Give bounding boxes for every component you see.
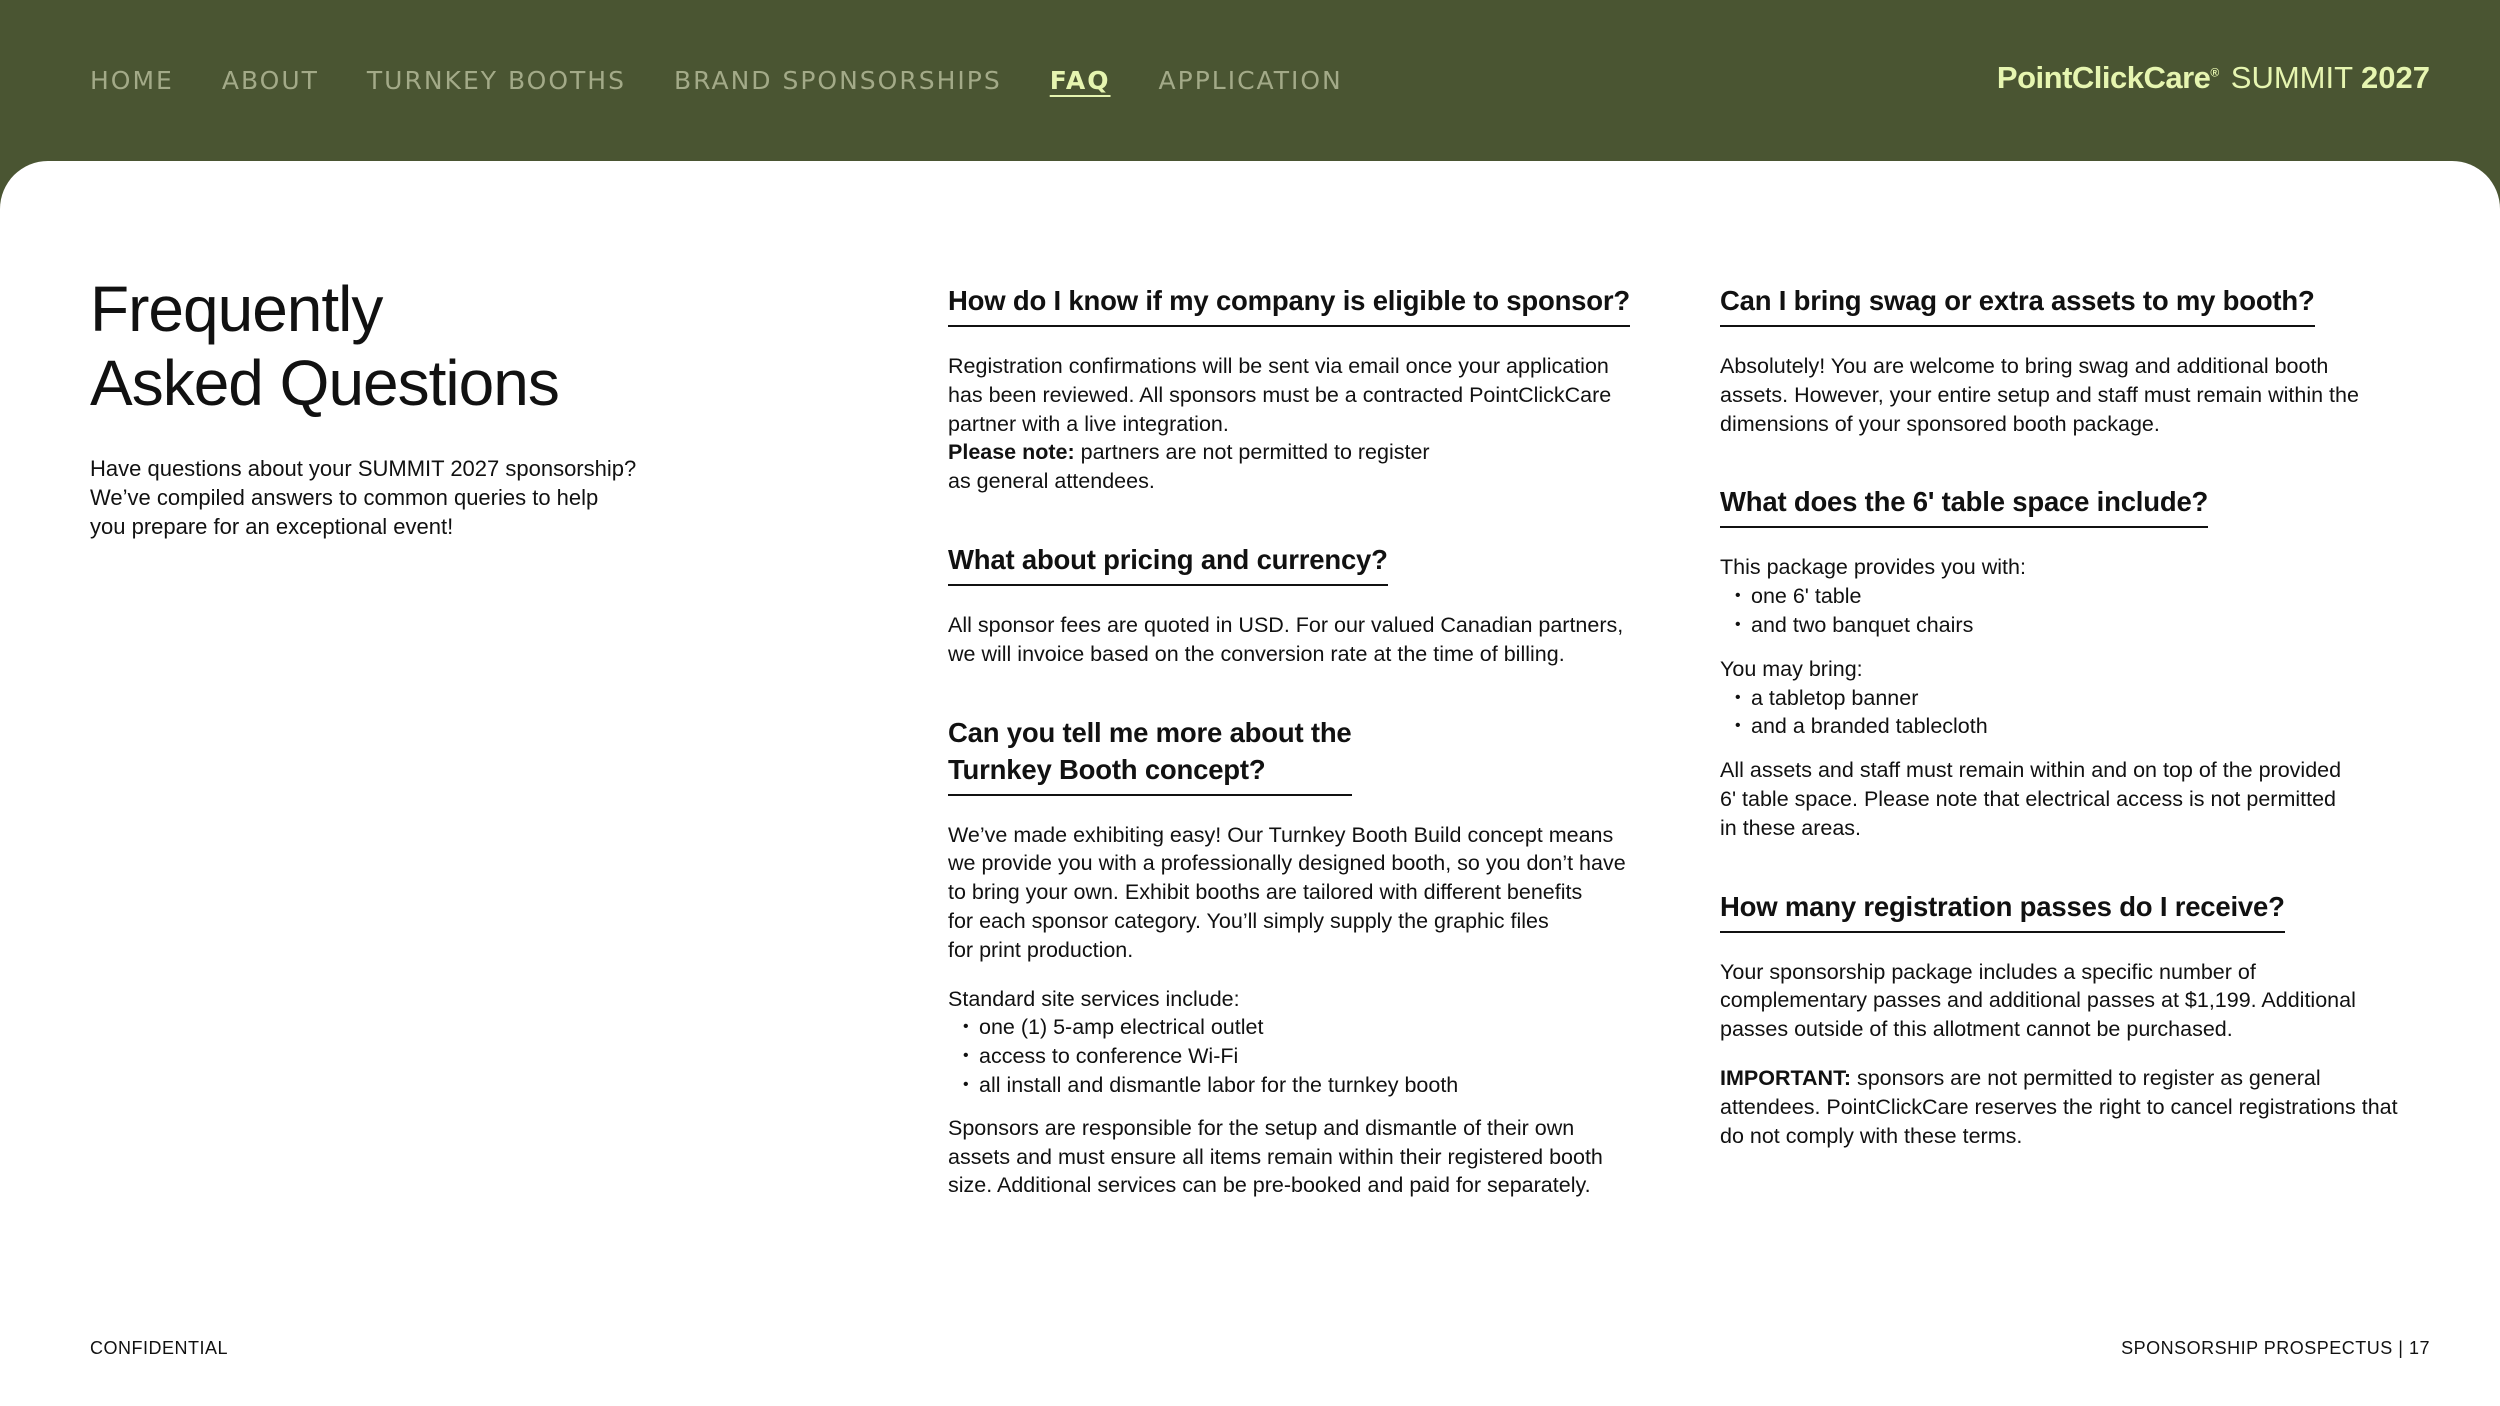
page-title <box>90 272 690 420</box>
list-item: • and two banquet chairs <box>1720 611 2440 640</box>
brand-year: 2027 <box>2361 60 2430 95</box>
list-item: • one 6' table <box>1720 582 2440 611</box>
faq-table-space <box>1720 483 2440 842</box>
list-item: • all install and dismantle labor for the turnkey booth <box>948 1071 1668 1100</box>
faq-answer: Registration confirmations will be sent via email once your application has been reviewed. All sponsors must be a contracted PointClickCare partner with a live integration. Please note: partners are not permitted to register as general attendees. <box>948 354 1612 494</box>
header-bar <box>0 0 2500 161</box>
nav-item-brand-sponsorships[interactable]: BRAND SPONSORSHIPS <box>673 65 1002 95</box>
bring-list <box>1720 684 2440 742</box>
brand-logo <box>1997 60 2430 100</box>
provides-list <box>1720 582 2440 640</box>
nav-item-home[interactable]: HOME <box>90 65 174 95</box>
faq-turnkey-booth <box>948 714 1668 1201</box>
main-nav <box>90 62 1343 98</box>
faq-registration-passes <box>1720 888 2440 1151</box>
brand-registered-mark: ® <box>2210 65 2219 80</box>
footer-confidential: CONFIDENTIAL <box>90 1338 229 1358</box>
faq-question: Can I bring swag or extra assets to my booth? <box>1720 282 2315 327</box>
faq-answer: Your sponsorship package includes a specific number of complementary passes and additional passes at $1,199. Additional passes outside of this allotment cannot be purchased. IMPORTANT: sponsors are not permitted to register as general attendees. PointClickCare reserves the right to cancel registrations that do not comply with these terms. <box>1720 959 2398 1148</box>
nav-item-application[interactable]: APPLICATION <box>1158 65 1343 95</box>
faq-question: How many registration passes do I receive? <box>1720 888 2285 933</box>
page-title-line2: Asked Questions <box>90 347 559 419</box>
list-item: • one (1) 5-amp electrical outlet <box>948 1013 1668 1042</box>
list-item: • and a branded tablecloth <box>1720 712 2440 741</box>
services-list <box>948 1013 1668 1099</box>
intro-text: Have questions about your SUMMIT 2027 sponsorship? We’ve compiled answers to common queries to help you prepare for an exceptional event! <box>90 456 637 539</box>
bring-intro: You may bring: <box>1720 656 1863 681</box>
note-label: Please note: <box>948 440 1075 465</box>
important-label: IMPORTANT: <box>1720 1065 1851 1090</box>
faq-answer: We’ve made exhibiting easy! Our Turnkey Booth Build concept means we provide you with a professionally designed booth, so you don’t have to bring your own. Exhibit booths are tailored with different benefits for each sponsor category. You’ll simply supply the graphic files for print production. Standard site services include: • one (1) 5-amp electrical outlet • access to conference Wi-Fi • all install and dismantle labor for the turnkey booth Sponsors are responsible for the setup and dismantle of their own assets and must ensure all items remain within their registered booth size. Additional services can be pre-booked and paid for separately. <box>948 821 1668 1201</box>
nav-item-about[interactable]: ABOUT <box>221 65 319 95</box>
nav-item-faq[interactable]: FAQ <box>1049 65 1111 95</box>
faq-pricing <box>948 541 1668 669</box>
services-intro: Standard site services include: <box>948 986 1240 1011</box>
provides-intro: This package provides you with: <box>1720 555 2026 580</box>
faq-column-right <box>1720 282 2440 1195</box>
faq-question: How do I know if my company is eligible to sponsor? <box>948 282 1630 327</box>
brand-summit: SUMMIT <box>2230 60 2354 95</box>
brand-name: PointClickCare <box>1996 60 2211 95</box>
faq-answer: All sponsor fees are quoted in USD. For our valued Canadian partners, we will invoice based on the conversion rate at the time of billing. <box>948 612 1624 666</box>
faq-answer: This package provides you with: • one 6' table • and two banquet chairs You may bring: • a tabletop banner • and a branded tablecloth All assets and staff must remain within and on top of the provided 6' table space. Please note that electrical access is not permitted in these areas. <box>1720 553 2440 842</box>
faq-answer: Absolutely! You are welcome to bring swag and additional booth assets. However, your entire setup and staff must remain within the dimensions of your sponsored booth package. <box>1720 354 2359 436</box>
list-item: • a tabletop banner <box>1720 684 2440 713</box>
intro-section <box>90 272 690 541</box>
footer-page-label: SPONSORSHIP PROSPECTUS | 17 <box>2121 1338 2430 1358</box>
faq-column-middle <box>948 282 1668 1245</box>
panel-corner-left <box>0 161 48 209</box>
panel-corner-right <box>2452 161 2500 209</box>
nav-item-turnkey-booths[interactable]: TURNKEY BOOTHS <box>366 65 626 95</box>
list-item: • access to conference Wi-Fi <box>948 1042 1668 1071</box>
faq-question: What about pricing and currency? <box>948 541 1388 586</box>
faq-swag <box>1720 282 2440 438</box>
faq-question: What does the 6' table space include? <box>1720 483 2208 528</box>
faq-question: Can you tell me more about the Turnkey Booth concept? <box>948 714 1352 796</box>
page-title-line1: Frequently <box>90 273 383 345</box>
faq-eligibility <box>948 282 1668 496</box>
